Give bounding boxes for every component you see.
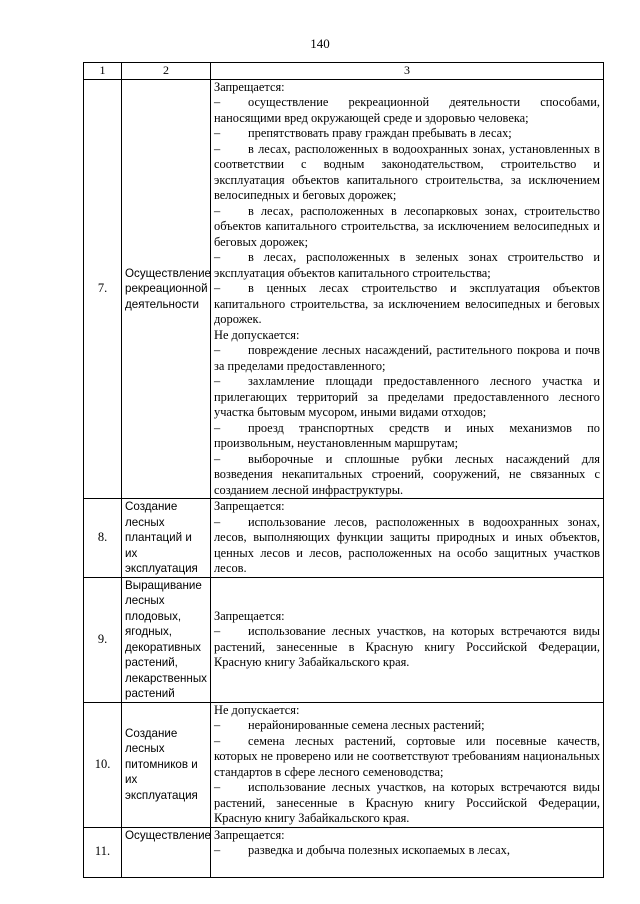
header-col-3: 3 [211, 63, 604, 80]
dash-bullet: – [214, 95, 221, 109]
restriction-text: нерайонированные семена лесных растений; [248, 718, 485, 732]
header-col-1: 1 [84, 63, 122, 80]
row-number: 7. [84, 79, 122, 499]
dash-bullet: – [214, 250, 221, 264]
restriction-item [214, 281, 600, 328]
restriction-item [214, 142, 600, 204]
restrictions-cell [211, 827, 604, 877]
table-row [84, 79, 604, 499]
table-row [84, 577, 604, 702]
row-number: 11. [84, 827, 122, 877]
table-row [84, 702, 604, 827]
table-row [84, 499, 604, 578]
activity-name: Осуществление рекреационной деятельности [122, 79, 211, 499]
restriction-heading: Запрещается: [214, 827, 285, 842]
header-col-2: 2 [122, 63, 211, 80]
restriction-text: семена лесных растений, сортовые или посевные качеств, которых не проверено или не соответствуют требованиям национальных стандартов в сфере лесного семеноводства; [214, 733, 600, 779]
restriction-text: в ценных лесах строительство и эксплуатация объектов капитального строительства, за исключением велосипедных и беговых дорожек. [214, 281, 600, 326]
restriction-text: разведка и добыча полезных ископаемых в лесах, [248, 843, 510, 857]
restriction-item [214, 421, 600, 452]
table-header-row [84, 63, 604, 80]
restriction-text: использование лесных участков, на которых встречаются виды растений, занесенные в Красную книгу Российской Федерации, Красную книгу Забайкальского края. [214, 624, 600, 669]
table-row [84, 827, 604, 877]
restrictions-cell [211, 79, 604, 499]
dash-bullet: – [214, 733, 221, 748]
restriction-item [214, 95, 600, 126]
restriction-item [214, 126, 600, 142]
row-number: 9. [84, 577, 122, 702]
activity-name: Создание лесных питомников и их эксплуатация [122, 702, 211, 827]
restriction-item [214, 250, 600, 281]
dash-bullet: – [214, 126, 221, 140]
restriction-text: повреждение лесных насаждений, растительного покрова и почв за пределами предоставленного; [214, 343, 600, 373]
row-number: 10. [84, 702, 122, 827]
restriction-text: в лесах, расположенных в зеленых зонах строительство и эксплуатация объектов капитального строительства; [214, 250, 600, 280]
dash-bullet: – [214, 141, 221, 156]
restriction-item [214, 843, 600, 859]
restriction-heading: Запрещается: [214, 79, 285, 94]
row-number: 8. [84, 499, 122, 578]
dash-bullet: – [214, 718, 221, 732]
restrictions-cell [211, 499, 604, 578]
restriction-item [214, 452, 600, 499]
restriction-text: использование лесных участков, на которых встречаются виды растений, занесенные в Красную книгу Российской Федерации, Красную книгу Забайкальского края. [214, 780, 600, 825]
restriction-item [214, 343, 600, 374]
restriction-item [214, 734, 600, 781]
restriction-text: препятствовать праву граждан пребывать в лесах; [248, 126, 512, 140]
restriction-item [214, 624, 600, 671]
activity-name: Выращивание лесных плодовых, ягодных, декоративных растений, лекарственных растений [122, 577, 211, 702]
dash-bullet: – [214, 451, 221, 466]
restrictions-cell [211, 577, 604, 702]
restriction-text: в лесах, расположенных в водоохранных зонах, установленных в соответствии с водным законодательством, строительство и эксплуатация объектов капитального строительства, за исключением велосипедных и беговых дорожек; [214, 141, 600, 202]
page-number: 140 [310, 36, 330, 51]
restriction-heading: Запрещается: [214, 499, 285, 513]
restriction-item [214, 515, 600, 577]
restriction-heading: Запрещается: [214, 608, 285, 623]
restriction-text: осуществление рекреационной деятельности способами, наносящими вред окружающей среде и здоровью человека; [214, 95, 600, 125]
restriction-item [214, 718, 600, 734]
dash-bullet: – [214, 624, 221, 638]
dash-bullet: – [214, 420, 221, 435]
restriction-text: захламление площади предоставленного лесного участка и прилегающих территорий за пределами предоставленного лесного участка бытовым мусором, иными видами отходов; [214, 374, 600, 419]
restrictions-cell [211, 702, 604, 827]
restriction-text: выборочные и сплошные рубки лесных насаждений для возведения некапитальных строений, сооружений, не связанных с созданием лесной инфраструктуры. [214, 451, 600, 497]
restriction-text: в лесах, расположенных в лесопарковых зонах, строительство объектов капитального строительства, за исключением велосипедных и беговых дорожек; [214, 203, 600, 249]
dash-bullet: – [214, 374, 221, 388]
dash-bullet: – [214, 203, 221, 218]
regulations-table [83, 62, 604, 878]
restriction-text: проезд транспортных средств и иных механизмов по произвольным, неустановленным маршрутам; [214, 420, 600, 450]
restriction-item [214, 374, 600, 421]
restriction-item [214, 204, 600, 251]
dash-bullet: – [214, 843, 221, 857]
restriction-text: использование лесов, расположенных в водоохранных зонах, лесов, выполняющих функции защиты природных и иных объектов, ценных лесов и лесов, расположенных на особо защитных участков лесов. [214, 514, 600, 575]
dash-bullet: – [214, 343, 221, 357]
activity-name: Создание лесных плантаций и их эксплуатация [122, 499, 211, 578]
activity-name: Осуществление [122, 827, 211, 877]
restriction-item [214, 780, 600, 827]
restriction-heading: Не допускается: [214, 327, 300, 342]
restriction-heading: Не допускается: [214, 702, 300, 717]
dash-bullet: – [214, 780, 221, 794]
dash-bullet: – [214, 281, 221, 295]
dash-bullet: – [214, 514, 221, 529]
